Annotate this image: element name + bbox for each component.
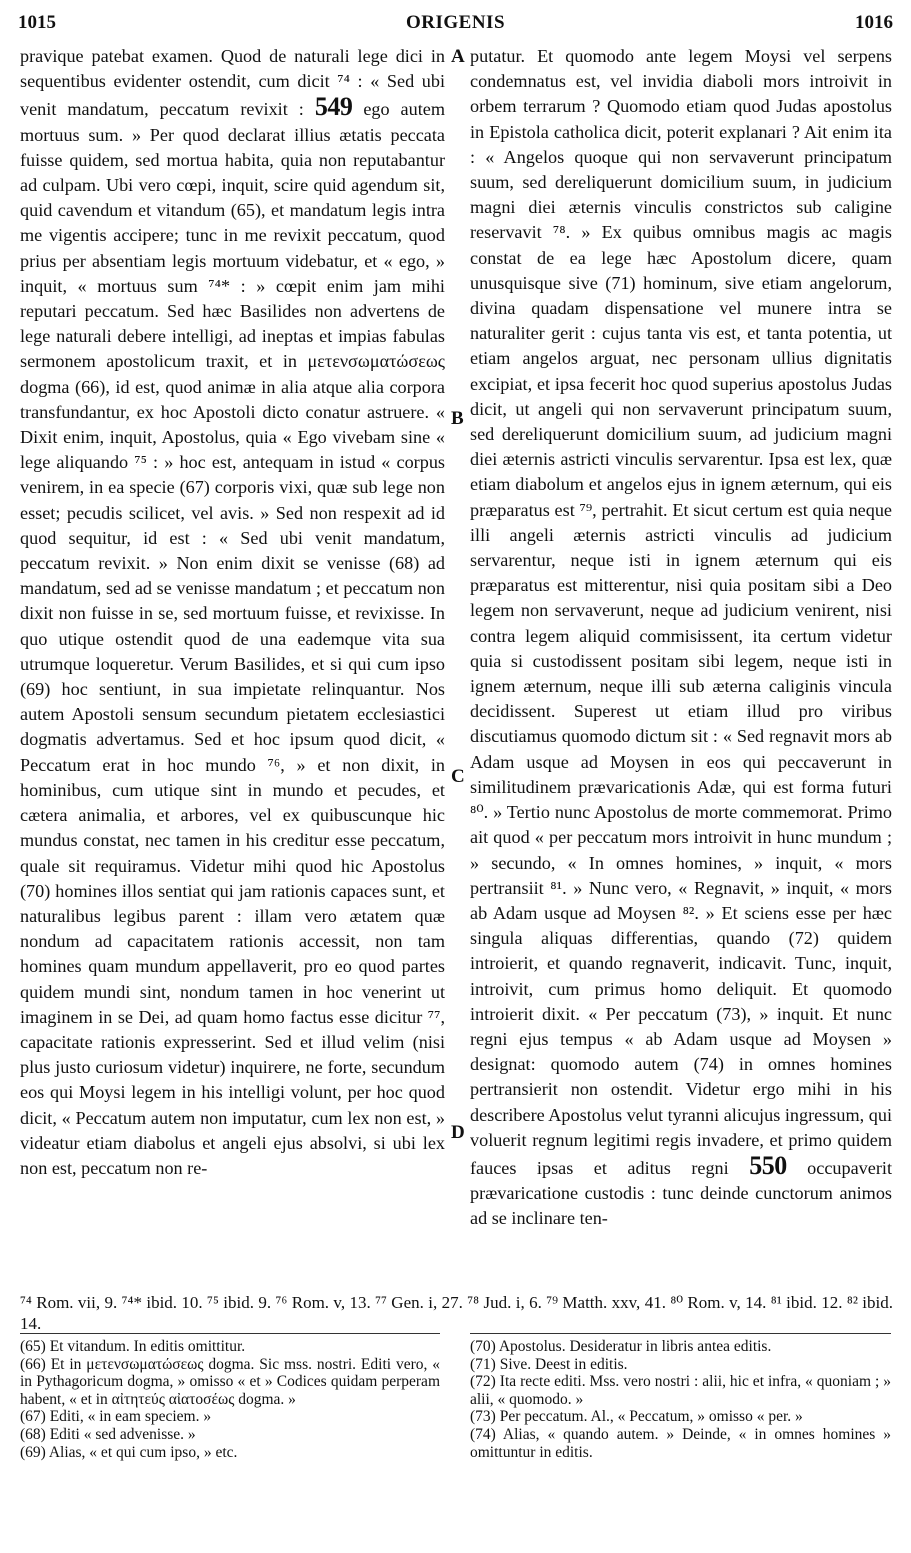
margin-letter-b: B <box>451 408 464 429</box>
footnote-73: (73) Per peccatum. Al., « Peccatum, » omisso « per. » <box>470 1408 803 1426</box>
scripture-references: ⁷⁴ Rom. vii, 9. ⁷⁴* ibid. 10. ⁷⁵ ibid. 9. ⁷⁶ Rom. v, 13. ⁷⁷ Gen. i, 27. ⁷⁸ Jud. i, 6. ⁷⁹ Matth. xxv, 41. ⁸⁰ Rom. v, 14. ⁸¹ ibid. 12. ⁸² ibid. 14. <box>20 1293 893 1333</box>
right-text-part-1: putatur. Et quomodo ante legem Moysi vel serpens condemnatus est, vel invidia diaboli mors introivit in orbem terrarum ? Quomodo etiam quod Judas apostolus in Epistola catholica dicit, poterit explanari ? Ait enim ita : « Angelos quoque qui non servaverunt principatum suum, sed dereliquerunt domicilium suum, in judicium magni diei æternis vinculis constrictos sub caligine reservavit ⁷⁸. » Ex quibus omnibus magis ac magis constat de ea lege hæc Apostolum dicere, quam unusquisque sive (71) hominum, sive etiam angelorum, divina quadam dispensatione vel munere intra se naturaliter gerit : cujus tanta vis est, et tanta potentia, ut etiam angelos arguat, nec personam ullius dignitatis excipiat, et ipsa fecerit hoc quod superius apostolus Judas dicit, ut angeli qui non servaverunt principatum suum, sed dereliquerunt domicilium suum, ad judicium magni diei æternis astricti vinculis servarentur. Ipsa est lex, quæ etiam diabolum et angelos ejus in ignem æternum, qui eis præparatus est ⁷⁹, pertrahit. Et sicut certum est quia neque illi angeli æternis astricti vinculis ad judicium servarentur, neque isti in ignem æternum qui eis præparatus est mitterentur, nisi quia positam sibi a Deo legem non servaverunt, neque ad judicium venirent, nisi contra legem aliquid commisissent, ita certum videtur quia si custodissent positam sibi legem, neque isti in ignem æternum, neque illi sub æterna caliginis vincula decidissent. Superest ut etiam illud pro viribus discutiamus quomodo dictum sit : « Sed regnavit mors ab Adam usque ad Moysen in eos qui peccaverunt in similitudinem prævaricationis Adæ, qui est forma futuri ⁸⁰. » Tertio nunc Apostolus de morte commemorat. Primo ait quod « per peccatum mors introivit in hunc mundum ; » secundo, « In omnes homines, » inquit, « mors pertransiit ⁸¹. » Nunc vero, « Regnavit, » inquit, « mors ab Adam usque ad Moysen ⁸². » Et sciens esse per hæc singula aliquas differentias, quando (72) quidem introierit, et quando regnaverit, indicavit. Tunc, inquit, introivit, cum primus homo deliquit. Et quomodo introierit dixit. « Per peccatum (73), » inquit. Et nunc regni ejus tempus « ab Adam usque ad Moysen » designat: quomodo autem (74) in omnes homines pertransierit non ostendit. Videtur ergo mihi in his describere Apostolus velut tyranni alicujus ingressum, qui voluerit regnum legitimi regis invadere, et primo quidem fauces ipsas et aditus regni <box>470 46 892 1178</box>
footnote-72: (72) Ita recte editi. Mss. vero nostri : alii, hic et infra, « quoniam ; » alii, « quomodo. » <box>470 1373 891 1408</box>
footnote-65: (65) Et vitandum. In editis omittitur. <box>20 1338 246 1355</box>
footnote-68: (68) Editi « sed advenisse. » <box>20 1425 196 1443</box>
footnotes-left-column <box>20 1338 440 1461</box>
footnote-66: (66) Et in μετενσωματώσεως dogma. Sic mss. nostri. Editi vero, « in Pythagoricum dogma, » omisso « et » Codices quidam perperam habent, « et in αἰτητεύς αἰατοσέως dogma. » <box>20 1355 440 1408</box>
margin-letter-c: C <box>451 766 465 787</box>
right-column <box>470 44 892 1232</box>
footnote-69: (69) Alias, « et qui cum ipso, » etc. <box>20 1443 238 1461</box>
left-column-text <box>20 44 445 1181</box>
footnote-74: (74) Alias, « quando autem. » Deinde, « in omnes homines » omittuntur in editis. <box>470 1425 891 1461</box>
column-number-549: 549 <box>314 92 353 122</box>
right-text-part-2: occupaverit prævaricatione custodis : tunc deinde cunctorum animos ad se inclinare ten- <box>470 1157 892 1229</box>
notes-divider-left <box>20 1333 440 1334</box>
left-column <box>20 44 445 1181</box>
page-number-left: 1015 <box>18 12 56 33</box>
left-text-part-2: ego autem mortuus sum. » Per quod declarat illius ætatis peccata fuisse quidem, sed mortua habita, quia non reputabantur ad culpam. Ubi vero cœpi, inquit, scire quid agendum sit, quid cavendum et vitandum (65), et mandatum legis intra me vigentis accipere; tunc in me revixit peccatum, quod prius per absentiam legis mortuum videbatur, et « ego, » inquit, « mortuus sum ⁷⁴* : » cœpit enim jam mihi reputari peccatum. Sed hæc Basilides non advertens de lege naturali debere intelligi, ad ineptas et impias fabulas sermonem apostolicum traxit, et in μετενσωματώσεως dogma (66), id est, quod animæ in alia atque alia corpora transfundantur, ex hoc Apostoli dicto conatur astruere. « Dixit enim, inquit, Apostolus, quia « Ego vivebam sine « lege aliquando ⁷⁵ : » hoc est, antequam in istud « corpus venirem, in ea specie (67) corporis vixi, quæ sub lege non esset; pecudis scilicet, vel avis. » Sed non respexit ad id quod sequitur, id est : « Sed ubi venit mandatum, peccatum revixit. » Non enim dixit se venisse (68) ad mandatum, sed ad se venisse mandatum ; et peccatum non dixit non fuisse in se, sed mortuum fuisse, et revixisse. In quo utique ostendit quod de una eademque vita sua utrumque loqueretur. Verum Basilides, et si qui cum ipso (69) hoc sentiunt, in sua impietate relinquantur. Nos autem Apostoli sensum secundum pietatem ecclesiastici dogmatis advertamus. Sed et hoc ipsum quod dicit, « Peccatum erat in hoc mundo ⁷⁶, » et non dixit, in hominibus, cum utique sint in mundo et pecudes, et cætera animalia, et arbores, vel ex quibuscunque hic mundus constat, nec tamen in his creditur esse peccatum, quale sit requiramus. Videtur mihi quod hic Apostolus (70) homines illos sentiat qui jam rationis capaces sunt, et naturalibus legibus parent : illam vero ætatem quæ nondum ad capacitatem rationis accessit, non tam homines quam mundum appellaverit, pro eo quod partes quidem mundi sint, nondum tamen in hoc venerint ut imaginem in se Dei, ad quam homo factus esse dicitur ⁷⁷, capacitate rationis expresserint. Sed et illud velim (nisi plus justo curiosum videtur) inquirere, ne forte, secundum eos qui Moysi legem in his intelligi volunt, per hoc quod dicit, « Peccatum autem non imputatur, cum lex non est, » videatur etiam diabolus et angeli ejus absolvi, si ubi lex non est, peccatum non re- <box>20 99 445 1178</box>
right-column-text <box>470 44 892 1232</box>
footnote-67: (67) Editi, « in eam speciem. » <box>20 1408 212 1426</box>
notes-divider-right <box>470 1333 891 1334</box>
footnotes-right-column <box>470 1338 891 1461</box>
margin-letter-d: D <box>451 1122 465 1143</box>
margin-letter-a: A <box>451 46 465 67</box>
page-number-right: 1016 <box>855 12 893 33</box>
footnote-70: (70) Apostolus. Desideratur in libris antea editis. <box>470 1338 772 1355</box>
footnote-71: (71) Sive. Deest in editis. <box>470 1355 628 1373</box>
left-text-part-1: pravique patebat examen. Quod de naturali lege dici in sequentibus evidenter ostendit, cum dicit ⁷⁴ : « Sed ubi venit mandatum, peccatum revixit : <box>20 46 445 120</box>
running-title: ORIGENIS <box>405 12 506 33</box>
page-header <box>18 12 893 38</box>
column-number-550: 550 <box>749 1150 787 1180</box>
